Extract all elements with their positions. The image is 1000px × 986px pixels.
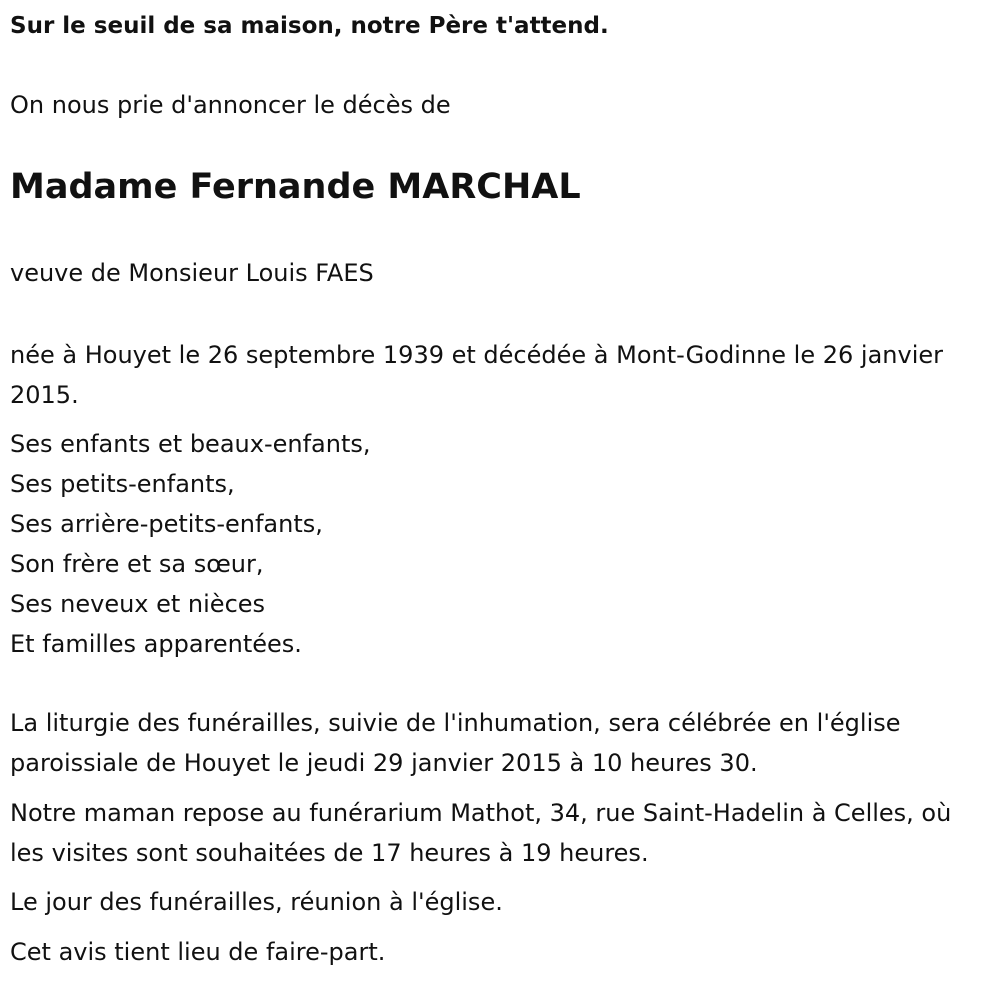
widow-of: veuve de Monsieur Louis FAES: [10, 259, 374, 287]
birth-death-dates: née à Houyet le 26 septembre 1939 et décédée à Mont-Godinne le 26 janvier 2015.: [10, 341, 943, 409]
family-member: Ses neveux et nièces: [10, 590, 266, 618]
funeral-service-info: La liturgie des funérailles, suivie de l'inhumation, sera célébrée en l'église paroissiale de Houyet le jeudi 29 janvier 2015 à 10 heures 30.: [10, 709, 901, 777]
closing-note: Cet avis tient lieu de faire-part.: [10, 938, 386, 966]
family-member: Ses enfants et beaux-enfants,: [10, 430, 371, 458]
meeting-info: Le jour des funérailles, réunion à l'église.: [10, 888, 503, 916]
family-member: Son frère et sa sœur,: [10, 550, 264, 578]
family-list: [10, 424, 371, 664]
motto: Sur le seuil de sa maison, notre Père t'attend.: [10, 13, 609, 39]
family-member: Et familles apparentées.: [10, 630, 302, 658]
visitation-info: Notre maman repose au funérarium Mathot, 34, rue Saint-Hadelin à Celles, où les visites sont souhaitées de 17 heures à 19 heures.: [10, 799, 952, 867]
deceased-name: Madame Fernande MARCHAL: [10, 167, 581, 207]
family-member: Ses petits-enfants,: [10, 470, 235, 498]
family-member: Ses arrière-petits-enfants,: [10, 510, 323, 538]
announcement-intro: On nous prie d'annoncer le décès de: [10, 91, 451, 119]
